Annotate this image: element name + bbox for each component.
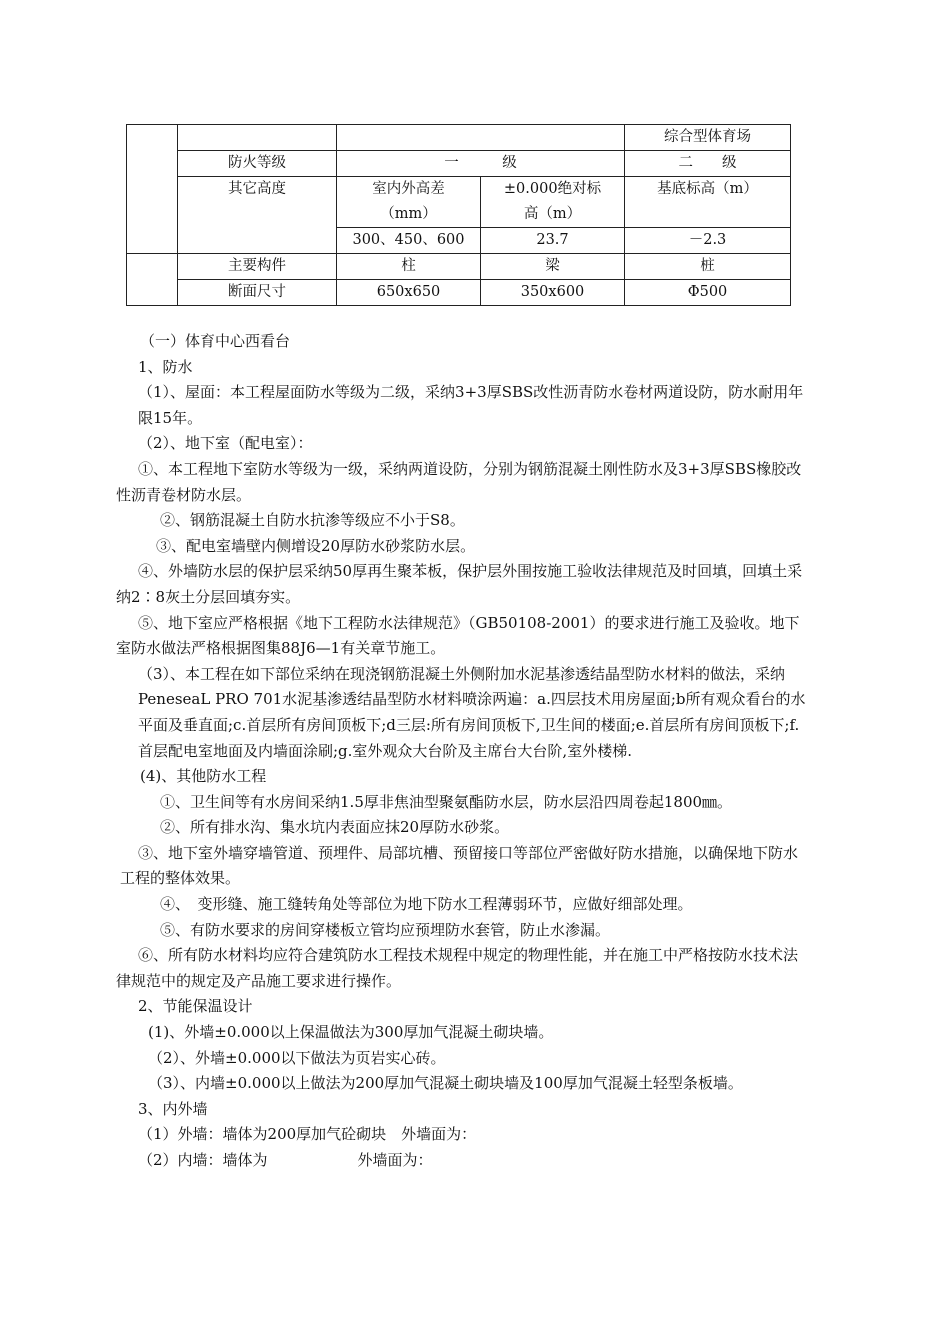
table-cell-empty [337, 125, 625, 151]
paragraph: （2）、地下室（配电室）： [138, 434, 313, 453]
paragraph: （1）外墙：墙体为200厚加气砼砌块 外墙面为： [138, 1125, 477, 1144]
table-cell: 梁 [481, 254, 625, 280]
body-text [116, 329, 810, 1174]
building-spec-table [126, 124, 791, 306]
paragraph [116, 611, 810, 662]
paragraph: ④、 变形缝、施工缝转角处等部位为地下防水工程薄弱环节，应做好细部处理。 [160, 895, 693, 914]
paragraph-text: ④、外墙防水层的保护层采纳50厚再生聚苯板，保护层外围按施工验收法律规范及时回填，回填土采纳2∶8灰土分层回填夯实。 [116, 562, 803, 606]
table-row [127, 254, 791, 280]
paragraph [116, 559, 810, 610]
table-cell-label: 其它高度 [178, 177, 337, 254]
table-cell: Φ500 [625, 280, 791, 306]
table-row [127, 125, 791, 151]
table-cell-line: ±0.000绝对标 [503, 181, 602, 197]
table-cell: 桩 [625, 254, 791, 280]
table-cell: －2.3 [625, 228, 791, 254]
table-cell: 350x600 [481, 280, 625, 306]
paragraph: ⑤、有防水要求的房间穿楼板立管均应预埋防水套管，防止水渗漏。 [160, 920, 611, 939]
section-heading: （一）体育中心西看台 [140, 332, 291, 350]
table-row [127, 151, 791, 177]
paragraph-text: ①、本工程地下室防水等级为一级，采纳两道设防，分别为钢筋混凝土刚性防水及3+3厚SBS橡胶改性沥青卷材防水层。 [116, 459, 802, 504]
paragraph: （2）、外墙±0.000以下做法为页岩实心砖。 [148, 1048, 446, 1067]
paragraph-text: ⑤、地下室应严格根据《地下工程防水法律规范》（GB50108-2001）的要求进行施工及验收。地下室防水做法严格根据图集88J6—1有关章节施工。 [116, 613, 800, 658]
table-cell: 二 级 [625, 151, 791, 177]
paragraph: （1）、屋面：本工程屋面防水等级为二级，采纳3+3厚SBS改性沥青防水卷材两道设防，防水耐用年限15年。 [138, 383, 804, 427]
paragraph: ②、所有排水沟、集水坑内表面应抹20厚防水砂浆。 [160, 818, 510, 837]
table-cell: 650x650 [337, 280, 481, 306]
paragraph: （3）、本工程在如下部位采纳在现浇钢筋混凝土外侧附加水泥基渗透结晶型防水材料的做法，采纳PeneseaL PRO 701水泥基渗透结晶型防水材料喷涂两遍：a.四层技术用房屋面;b所有观众看台的水平面及垂直面;c.首层所有房间顶板下;d三层:所有房间顶板下,卫生间的楼面;e.首层所有房间顶板下;f.首层配电室地面及内墙面涂刷;g.室外观众大台阶及主席台大台阶,室外楼梯. [138, 664, 806, 760]
section-heading: 2、节能保温设计 [138, 997, 253, 1016]
section-heading: (4)、其他防水工程 [140, 767, 267, 786]
table-cell: 23.7 [481, 228, 625, 254]
table-cell-line: （mm） [380, 206, 437, 222]
table-row [127, 177, 791, 228]
paragraph [120, 841, 810, 892]
table-cell-label: 断面尺寸 [178, 280, 337, 306]
paragraph: （3）、内墙±0.000以上做法为200厚加气混凝土砌块墙及100厚加气混凝土轻型条板墙。 [148, 1074, 743, 1093]
table-cell-empty [127, 254, 178, 306]
paragraph [116, 943, 810, 994]
table-cell: 柱 [337, 254, 481, 280]
table-cell-label: 主要构件 [178, 254, 337, 280]
table-cell: 综合型体育场 [625, 125, 791, 151]
table-row [127, 280, 791, 306]
table-cell: 300、450、600 [337, 228, 481, 254]
table-cell: 一 级 [337, 151, 625, 177]
paragraph-text: ③、地下室外墙穿墙管道、预埋件、局部坑槽、预留接口等部位严密做好防水措施，以确保地下防水工程的整体效果。 [120, 843, 799, 888]
table-cell: 基底标高（m） [625, 177, 791, 228]
paragraph [116, 457, 810, 508]
paragraph: ②、钢筋混凝土自防水抗渗等级应不小于S8。 [160, 511, 465, 530]
section-heading: 3、内外墙 [138, 1099, 208, 1118]
table-cell-empty [127, 125, 178, 254]
table-cell-line: 室内外高差 [372, 181, 445, 197]
table-cell-line: 高（m） [523, 206, 582, 222]
section-heading: 1、防水 [138, 357, 193, 376]
table-cell [481, 177, 625, 228]
table-cell-label: 防火等级 [178, 151, 337, 177]
table-cell [337, 177, 481, 228]
table-cell-empty [178, 125, 337, 151]
paragraph-text: ⑥、所有防水材料均应符合建筑防水工程技术规程中规定的物理性能，并在施工中严格按防水技术法律规范中的规定及产品施工要求进行操作。 [116, 946, 799, 990]
paragraph: （2）内墙：墙体为 外墙面为： [138, 1151, 433, 1169]
paragraph: ③、配电室墙壁内侧增设20厚防水砂浆防水层。 [156, 536, 476, 555]
paragraph: ①、卫生间等有水房间采纳1.5厚非焦油型聚氨酯防水层，防水层沿四周卷起1800㎜。 [160, 792, 733, 811]
paragraph: (1)、外墙±0.000以上保温做法为300厚加气混凝土砌块墙。 [148, 1023, 554, 1042]
